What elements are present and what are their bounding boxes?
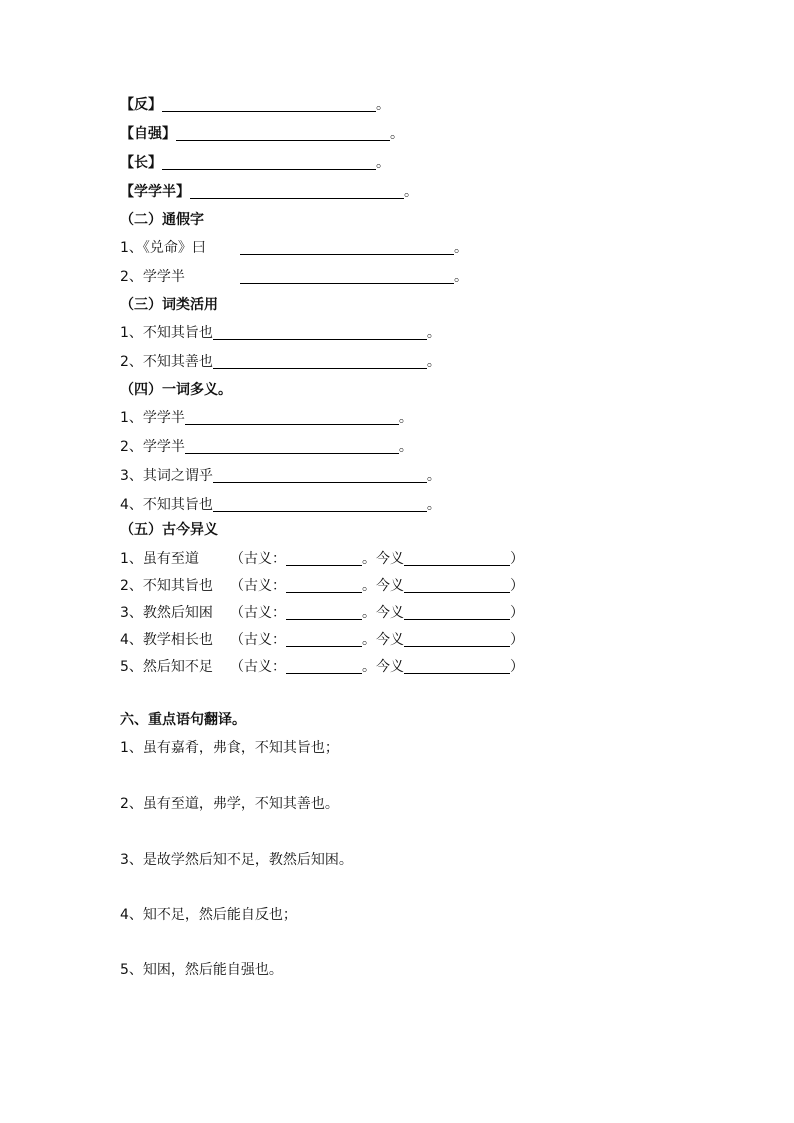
- vocab-row: [120, 182, 418, 202]
- translation-item: 2、虽有至道，弗学，不知其善也。: [120, 796, 339, 812]
- section-heading-cilei: （三）词类活用: [120, 297, 218, 313]
- answer-blank[interactable]: [162, 154, 376, 170]
- translation-item: 3、是故学然后知不足，教然后知困。: [120, 852, 353, 868]
- gujin-row: [120, 576, 524, 596]
- jin-label: 。今义: [362, 551, 404, 567]
- gu-label: （古义：: [230, 578, 286, 594]
- gu-label: （古义：: [230, 659, 286, 675]
- gu-blank[interactable]: [286, 577, 362, 593]
- vocab-end: 。: [390, 126, 404, 142]
- vocab-label: 【自强】: [120, 126, 176, 142]
- gujin-row: [120, 549, 524, 569]
- section-heading-tongjia: （二）通假字: [120, 212, 204, 228]
- item-end: 。: [426, 468, 441, 484]
- cilei-row: [120, 352, 441, 372]
- vocab-end: 。: [376, 155, 390, 171]
- translation-item: 5、知困，然后能自强也。: [120, 962, 283, 978]
- jin-label: 。今义: [362, 632, 404, 648]
- answer-blank[interactable]: [240, 268, 454, 284]
- answer-blank[interactable]: [213, 467, 427, 483]
- answer-blank[interactable]: [213, 496, 427, 512]
- jin-blank[interactable]: [404, 658, 510, 674]
- item-label: 2、不知其善也: [120, 354, 213, 370]
- item-end: 。: [398, 439, 413, 455]
- item-end: 。: [398, 410, 413, 426]
- vocab-row: [120, 95, 390, 115]
- vocab-label: 【长】: [120, 155, 162, 171]
- item-label: 5、然后知不足: [120, 659, 213, 675]
- gu-label: （古义：: [230, 551, 286, 567]
- answer-blank[interactable]: [162, 96, 376, 112]
- item-label: 4、教学相长也: [120, 632, 213, 648]
- item-end: 。: [426, 354, 441, 370]
- vocab-end: 。: [376, 97, 390, 113]
- close-paren: ）: [510, 659, 524, 675]
- close-paren: ）: [510, 632, 524, 648]
- close-paren: ）: [510, 551, 524, 567]
- gujin-row: [120, 630, 524, 650]
- close-paren: ）: [510, 605, 524, 621]
- gu-blank[interactable]: [286, 550, 362, 566]
- duoyi-row: [120, 408, 413, 428]
- translation-item: 1、虽有嘉肴，弗食，不知其旨也；: [120, 740, 339, 756]
- item-label: 3、教然后知困: [120, 605, 213, 621]
- item-end: 。: [426, 325, 441, 341]
- item-label: 2、学学半: [120, 269, 185, 285]
- jin-label: 。今义: [362, 578, 404, 594]
- vocab-row: [120, 153, 390, 173]
- close-paren: ）: [510, 578, 524, 594]
- item-label: 1、学学半: [120, 410, 185, 426]
- vocab-end: 。: [404, 184, 418, 200]
- jin-label: 。今义: [362, 605, 404, 621]
- item-label: 2、不知其旨也: [120, 578, 213, 594]
- tongjia-row: [120, 238, 468, 258]
- answer-blank[interactable]: [185, 438, 399, 454]
- translation-item: 4、知不足，然后能自反也；: [120, 907, 297, 923]
- vocab-label: 【反】: [120, 97, 162, 113]
- gu-label: （古义：: [230, 632, 286, 648]
- cilei-row: [120, 323, 441, 343]
- duoyi-row: [120, 495, 441, 515]
- answer-blank[interactable]: [185, 409, 399, 425]
- duoyi-row: [120, 466, 441, 486]
- section-heading-translation: 六、重点语句翻译。: [120, 712, 246, 728]
- duoyi-row: [120, 437, 413, 457]
- jin-blank[interactable]: [404, 631, 510, 647]
- answer-blank[interactable]: [190, 183, 404, 199]
- jin-blank[interactable]: [404, 577, 510, 593]
- jin-blank[interactable]: [404, 550, 510, 566]
- jin-label: 。今义: [362, 659, 404, 675]
- tongjia-row: [120, 267, 468, 287]
- item-label: 2、学学半: [120, 439, 185, 455]
- item-label: 1、虽有至道: [120, 551, 199, 567]
- gujin-row: [120, 657, 524, 677]
- answer-blank[interactable]: [213, 353, 427, 369]
- item-label: 3、其词之谓乎: [120, 468, 213, 484]
- item-label: 1、《兑命》曰: [120, 240, 206, 256]
- item-end: 。: [454, 240, 468, 256]
- section-heading-duoyi: （四）一词多义。: [120, 382, 232, 398]
- gu-blank[interactable]: [286, 658, 362, 674]
- gu-label: （古义：: [230, 605, 286, 621]
- vocab-label: 【学学半】: [120, 184, 190, 200]
- answer-blank[interactable]: [213, 324, 427, 340]
- gu-blank[interactable]: [286, 631, 362, 647]
- vocab-row: [120, 124, 404, 144]
- item-end: 。: [426, 497, 441, 513]
- answer-blank[interactable]: [176, 125, 390, 141]
- section-heading-gujin: （五）古今异义: [120, 522, 218, 538]
- jin-blank[interactable]: [404, 604, 510, 620]
- gu-blank[interactable]: [286, 604, 362, 620]
- item-end: 。: [454, 269, 468, 285]
- item-label: 4、不知其旨也: [120, 497, 213, 513]
- gujin-row: [120, 603, 524, 623]
- item-label: 1、不知其旨也: [120, 325, 213, 341]
- answer-blank[interactable]: [240, 239, 454, 255]
